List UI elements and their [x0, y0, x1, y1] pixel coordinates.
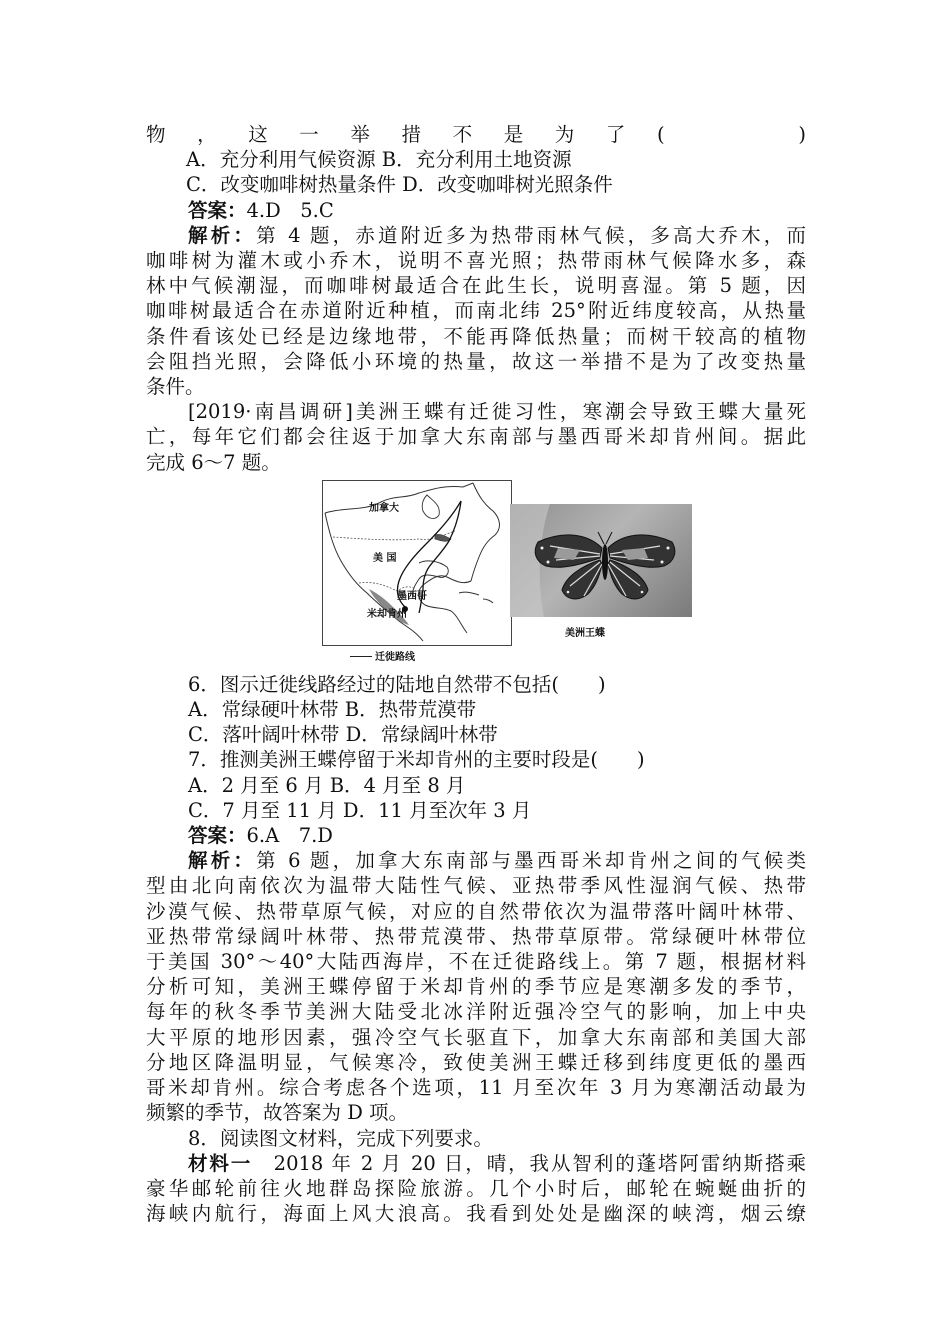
text-line: 沙漠气候、热带草原气候，对应的自然带依次为温带落叶阔叶林带、 [146, 899, 806, 923]
figure [146, 480, 806, 668]
option-line: C．改变咖啡树热量条件 D．改变咖啡树光照条件 [186, 173, 613, 197]
map-legend [350, 648, 415, 663]
coastline [471, 483, 499, 581]
material-label: 材料一 [188, 1151, 253, 1175]
coastline [325, 513, 423, 641]
map-label-mexico: 墨西哥 [397, 590, 427, 602]
island [483, 599, 493, 603]
text-line: 完成 6～7 题。 [146, 450, 281, 474]
hudson-bay [422, 495, 439, 518]
map-drawing [323, 481, 511, 645]
text-line: 型由北向南依次为温带大陆性气候、亚热带季风性湿润气候、热带 [146, 874, 806, 898]
option-line: A．2 月至 6 月 B．4 月至 8 月 [188, 773, 466, 797]
migration-map [322, 480, 512, 646]
text-line: 分地区降温明显，气候寒冷，致使美洲王蝶迁移到纬度更低的墨西 [146, 1050, 806, 1074]
answer-value: 6.A 7.D [246, 824, 333, 848]
text-line: 豪华邮轮前往火地群岛探险旅游。几个小时后，邮轮在蜿蜒曲折的 [146, 1176, 806, 1200]
explanation-line [146, 848, 806, 873]
photo-caption: 美洲王蝶 [565, 627, 605, 639]
text-line: 条件看该处已经是边缘地带，不能再降低热量；而树干较高的植物 [146, 324, 806, 348]
option-line: C．7 月至 11 月 D．11 月至次年 3 月 [188, 798, 532, 822]
material-text: 2018 年 2 月 20 日，晴，我从智利的蓬塔阿雷纳斯搭乘 [252, 1151, 806, 1175]
legend-label: 迁徙路线 [375, 651, 415, 663]
explanation-label: 解析： [188, 223, 257, 247]
question-line: 8．阅读图文材料，完成下列要求。 [188, 1126, 493, 1150]
answer-label: 答案： [188, 198, 247, 222]
text-line: 物，这一举措不是为了( ) [146, 123, 806, 146]
answer-value: 4.D 5.C [246, 198, 334, 222]
material-line [146, 1151, 806, 1176]
text-line: 大平原的地形因素，强冷空气长驱直下，加拿大东南部和美国大部 [146, 1025, 806, 1049]
option-line: A．常绿硬叶林带 B．热带荒漠带 [188, 698, 477, 722]
explanation-text: 第 4 题，赤道附近多为热带雨林气候，多高大乔木，而 [256, 223, 806, 247]
text-line: 咖啡树为灌木或小乔木，说明不喜光照；热带雨林气候降水多，森 [146, 249, 806, 273]
explanation-text: 第 6 题，加拿大东南部与墨西哥米却肯州之间的气候类 [256, 849, 806, 873]
text-line: [2019·南昌调研]美洲王蝶有迁徙习性，寒潮会导致王蝶大量死 [188, 400, 806, 424]
great-lakes [435, 534, 451, 541]
legend-line-icon [350, 656, 372, 657]
answer-line [146, 823, 806, 848]
question-line: 7．推测美洲王蝶停留于米却肯州的主要时段是( ) [188, 748, 645, 772]
explanation-line [146, 223, 806, 248]
map-label-canada: 加拿大 [369, 502, 399, 514]
option-line: A．充分利用气候资源 B．充分利用土地资源 [186, 148, 572, 172]
text-line: 亡，每年它们都会往返于加拿大东南部与墨西哥米却肯州间。据此 [146, 425, 806, 449]
explanation-label: 解析： [188, 849, 257, 873]
text-line: 每年的秋冬季节美洲大陆受北冰洋附近强冷空气的影响，加上中央 [146, 1000, 806, 1024]
answer-label: 答案： [188, 824, 247, 848]
question-line: 6．图示迁徙线路经过的陆地自然带不包括( ) [188, 672, 606, 696]
text-line: 林中气候潮湿，而咖啡树最适合在此生长，说明喜湿。第 5 题，因 [146, 274, 806, 298]
text-line: 分析可知，美洲王蝶停留于米却肯州的季节应是寒潮多发的季节， [146, 975, 806, 999]
document-page [146, 122, 806, 1226]
map-label-michoacan: 米却肯州 [367, 608, 407, 620]
text-line: 于美国 30°～40°大陆西海岸，不在迁徙路线上。第 7 题，根据材料 [146, 950, 806, 974]
coastline [325, 483, 473, 513]
text-line: 频繁的季节，故答案为 D 项。 [146, 1101, 409, 1125]
map-label-usa: 美 国 [373, 552, 397, 564]
answer-line [146, 198, 806, 223]
text-line: 哥米却肯州。综合考虑各个选项，11 月至次年 3 月为寒潮活动最为 [146, 1076, 806, 1100]
text-line: 咖啡树最适合在赤道附近种植，而南北纬 25°附近纬度较高，从热量 [146, 299, 806, 323]
monarch-butterfly-photo [510, 504, 692, 617]
text-line: 海峡内航行，海面上风大浪高。我看到处处是幽深的峡湾，烟云缭 [146, 1202, 806, 1226]
text-line: 会阻挡光照，会降低小环境的热量，故这一举措不是为了改变热量 [146, 349, 806, 373]
butterfly-icon [510, 504, 692, 617]
island [459, 592, 479, 595]
text-line: 条件。 [146, 375, 205, 399]
option-line: C．落叶阔叶林带 D．常绿阔叶林带 [188, 723, 498, 747]
text-line: 亚热带常绿阔叶林带、热带荒漠带、热带草原带。常绿硬叶林带位 [146, 924, 806, 948]
coastline [419, 576, 471, 633]
